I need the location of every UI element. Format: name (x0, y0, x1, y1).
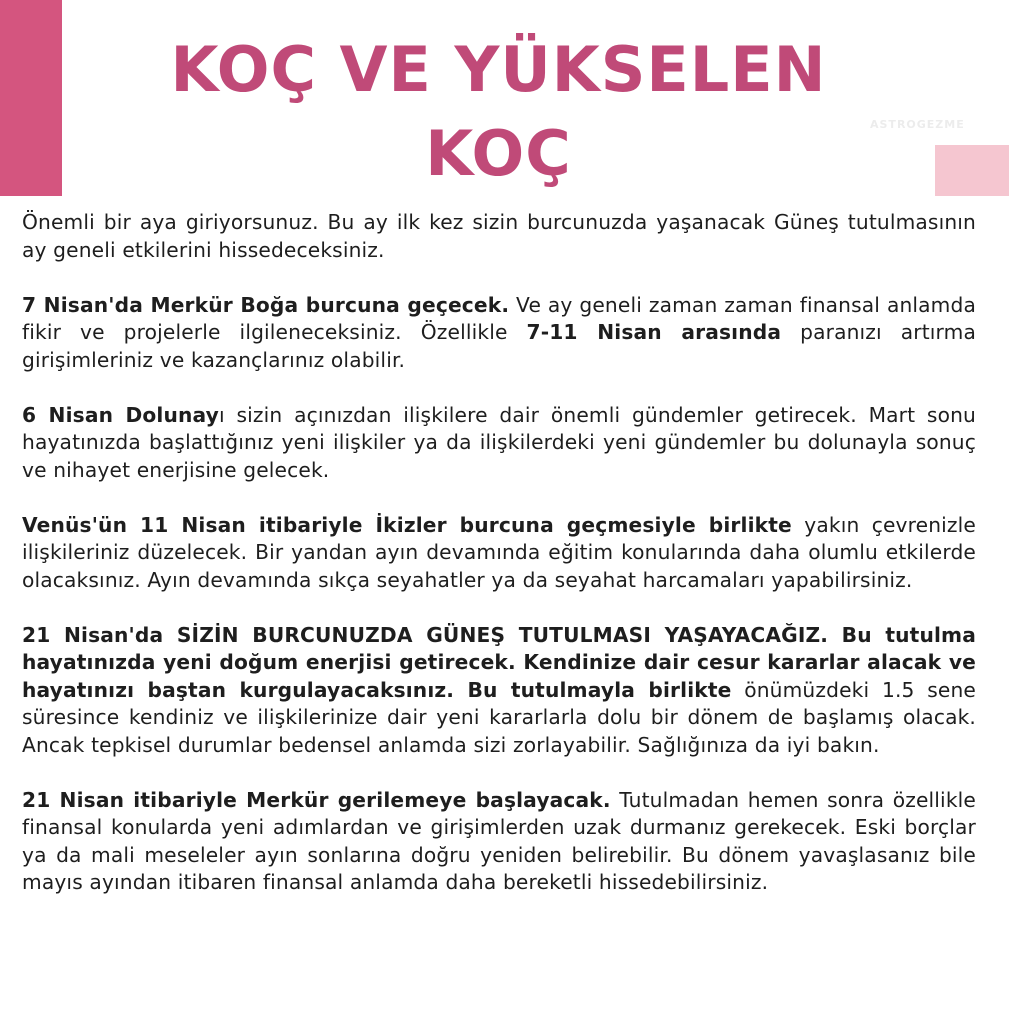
paragraph-intro (22, 209, 976, 264)
paragraph-text: paranızı artırma girişimleriniz ve kazançlarınız olabilir. (22, 320, 976, 372)
right-accent-bar (935, 145, 1009, 196)
paragraph-text: yakın çevrenizle ilişkileriniz düzelecek. Bir yandan ayın devamında eğitim konularında daha olumlu etkilerde olacaksınız. Ayın devamında sıkça seyahatler ya da seyahat harcamaları yapabilirsiniz. (22, 512, 976, 592)
paragraph-bold: 7 Nisan'da Merkür Boğa burcuna geçecek. (22, 292, 510, 317)
paragraph-text: Ve ay geneli zaman zaman finansal anlamda fikir ve projelerle ilgileneceksiniz. Özellikle (22, 292, 976, 344)
paragraph-mercury-taurus (22, 292, 976, 375)
page-title (62, 28, 935, 196)
paragraph-bold: Venüs'ün 11 Nisan itibariyle İkizler burcuna geçmesiyle birlikte (22, 512, 792, 537)
paragraph-bold: 21 Nisan itibariyle Merkür gerilemeye başlayacak. (22, 787, 611, 812)
paragraph-text: Önemli bir aya giriyorsunuz. Bu ay ilk kez sizin burcunuzda yaşanacak Güneş tutulmasının ay geneli etkilerini hissedeceksiniz. (22, 210, 976, 262)
paragraph-text: ı sizin açınızdan ilişkilere dair önemli gündemler getirecek. Mart sonu hayatınızda başlattığınız yeni ilişkiler ya da ilişkilerdeki yeni gündemler bu dolunayla sonuç ve nihayet enerjisine gelecek. (22, 402, 976, 482)
paragraph-text: Tutulmadan hemen sonra özellikle finansal konularda yeni adımlardan ve girişimlerden uzak durmanız gerekecek. Eski borçlar ya da mali meseleler ayın sonlarına doğru yeniden belirebilir. Bu dönem yavaşlasanız bile mayıs ayından itibaren finansal anlamda daha bereketli hissedebilirsiniz. (22, 787, 976, 894)
article-body (22, 209, 976, 897)
paragraph-full-moon (22, 402, 976, 485)
paragraph-venus-gemini (22, 512, 976, 595)
paragraph-bold: 7-11 Nisan arasında (526, 320, 782, 344)
paragraph-bold: 21 Nisan'da SİZİN BURCUNUZDA GÜNEŞ TUTULMASI YAŞAYACAĞIZ. Bu tutulma hayatınızda yeni doğum enerjisi getirecek. Kendinize dair cesur kararlar alacak ve hayatınızı baştan kurgulayacaksınız. Bu tutulmayla birlikte (22, 622, 976, 702)
paragraph-bold: 6 Nisan Dolunay (22, 402, 219, 427)
page-title-line-1: KOÇ VE YÜKSELEN (170, 33, 827, 106)
watermark: ASTROGEZME (870, 118, 965, 131)
paragraph-text: önümüzdeki 1.5 sene süresince kendiniz ve ilişkilerinize dair yeni kararlarla dolu bir dönem de başlamış olacak. Ancak tepkisel durumlar bedensel anlamda sizi zorlayabilir. Sağlığınıza da iyi bakın. (22, 677, 976, 757)
paragraph-solar-eclipse (22, 622, 976, 760)
left-accent-bar (0, 0, 62, 196)
page-title-line-2: KOÇ (425, 117, 572, 190)
paragraph-mercury-retrograde (22, 787, 976, 897)
